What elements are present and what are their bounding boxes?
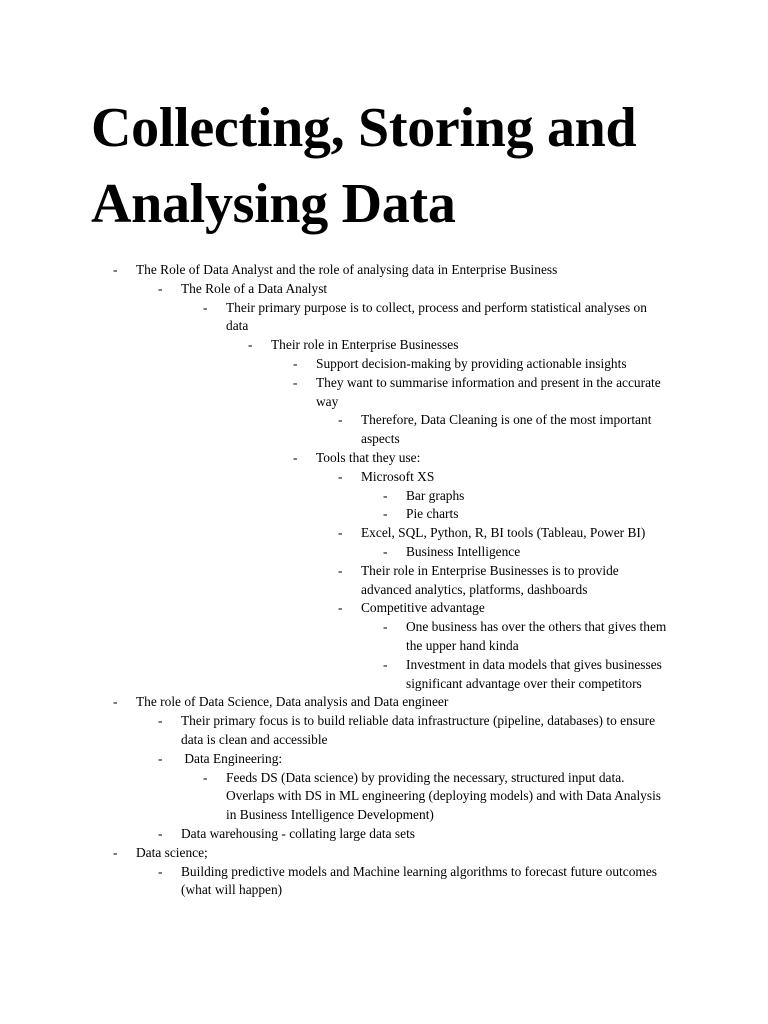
document-title-line-1: Collecting, Storing and: [91, 97, 637, 159]
list-item-text: [361, 524, 645, 543]
bullet-dash: -: [203, 299, 208, 315]
list-item-text: [316, 374, 661, 412]
list-item-line: Their primary purpose is to collect, process and perform statistical analyses on: [226, 299, 647, 315]
bullet-dash: -: [113, 694, 118, 710]
bullet-dash: -: [383, 543, 388, 559]
bullet-dash: -: [338, 525, 343, 541]
list-item-text: [406, 505, 458, 524]
list-item-text: [361, 562, 619, 600]
bullet-dash: -: [248, 337, 253, 353]
bullet-dash: -: [203, 769, 208, 785]
list-item-line: Their role in Enterprise Businesses: [271, 337, 459, 353]
list-item-line: Business Intelligence: [406, 543, 521, 559]
list-item-text: [361, 411, 651, 449]
list-item: [0, 374, 768, 412]
list-item: [0, 487, 768, 506]
list-item: [0, 336, 768, 355]
list-item-line: significant advantage over their competitors: [406, 675, 642, 691]
list-item-line: Bar graphs: [406, 487, 465, 503]
list-item: [0, 505, 768, 524]
bullet-dash: -: [293, 355, 298, 371]
bullet-dash: -: [338, 468, 343, 484]
list-item: [0, 468, 768, 487]
list-item: [0, 844, 768, 863]
outline-list: [0, 261, 768, 900]
list-item-line: in Business Intelligence Development): [226, 807, 434, 823]
list-item-text: [406, 656, 662, 694]
list-item-line: Data Engineering:: [181, 750, 283, 766]
list-item-text: [136, 693, 448, 712]
list-item-text: [226, 299, 647, 337]
list-item: [0, 693, 768, 712]
bullet-dash: -: [158, 863, 163, 879]
list-item: [0, 618, 768, 656]
bullet-dash: -: [158, 280, 163, 296]
list-item-text: [181, 863, 657, 901]
list-item-line: Overlaps with DS in ML engineering (deploying models) and with Data Analysis: [226, 788, 661, 804]
list-item: [0, 599, 768, 618]
list-item-line: the upper hand kinda: [406, 637, 519, 653]
list-item-text: [181, 750, 282, 769]
list-item: [0, 750, 768, 769]
list-item: [0, 524, 768, 543]
list-item: [0, 863, 768, 901]
list-item-text: [271, 336, 458, 355]
list-item: [0, 355, 768, 374]
list-item: [0, 449, 768, 468]
list-item-line: Their primary focus is to build reliable data infrastructure (pipeline, databases) to ensure: [181, 713, 656, 729]
list-item-line: way: [316, 393, 339, 409]
list-item-line: Building predictive models and Machine learning algorithms to forecast future outcomes: [181, 863, 657, 879]
list-item-text: [316, 449, 420, 468]
list-item-line: Therefore, Data Cleaning is one of the most important: [361, 412, 652, 428]
list-item-line: The Role of Data Analyst and the role of analysing data in Enterprise Business: [136, 262, 558, 277]
list-item-line: Competitive advantage: [361, 600, 485, 616]
list-item-line: Pie charts: [406, 506, 459, 522]
list-item-text: [406, 543, 520, 562]
list-item-line: Their role in Enterprise Businesses is to provide: [361, 562, 619, 578]
list-item-line: aspects: [361, 431, 400, 447]
list-item-text: [361, 599, 485, 618]
list-item-line: The role of Data Science, Data analysis and Data engineer: [136, 694, 449, 710]
list-item-line: data: [226, 318, 249, 334]
bullet-dash: -: [383, 619, 388, 635]
list-item-line: Microsoft XS: [361, 468, 435, 484]
list-item-line: Feeds DS (Data science) by providing the necessary, structured input data.: [226, 769, 625, 785]
list-item-text: [406, 618, 666, 656]
list-item-text: [181, 280, 327, 299]
list-item-text: [136, 261, 557, 280]
bullet-dash: -: [158, 750, 163, 766]
bullet-dash: -: [383, 487, 388, 503]
bullet-dash: -: [338, 412, 343, 428]
bullet-dash: -: [383, 656, 388, 672]
bullet-dash: -: [158, 825, 163, 841]
list-item-line: advanced analytics, platforms, dashboards: [361, 581, 588, 597]
list-item: [0, 280, 768, 299]
list-item-line: Data warehousing - collating large data sets: [181, 825, 416, 841]
list-item-line: One business has over the others that gives them: [406, 619, 667, 635]
list-item-text: [181, 712, 655, 750]
bullet-dash: -: [293, 374, 298, 390]
list-item: [0, 825, 768, 844]
bullet-dash: -: [293, 449, 298, 465]
list-item-text: [181, 825, 415, 844]
list-item: [0, 411, 768, 449]
bullet-dash: -: [158, 713, 163, 729]
list-item-text: [316, 355, 627, 374]
list-item-line: Tools that they use:: [316, 449, 421, 465]
bullet-dash: -: [338, 600, 343, 616]
list-item: [0, 769, 768, 825]
list-item-line: Excel, SQL, Python, R, BI tools (Tableau, Power BI): [361, 525, 646, 541]
list-item-line: (what will happen): [181, 882, 283, 898]
bullet-dash: -: [338, 562, 343, 578]
list-item-text: [361, 468, 434, 487]
bullet-dash: -: [383, 506, 388, 522]
list-item: [0, 712, 768, 750]
list-item-line: data is clean and accessible: [181, 731, 328, 747]
list-item-text: [406, 487, 464, 506]
bullet-dash: -: [113, 262, 118, 277]
list-item-text: [136, 844, 208, 863]
list-item-line: The Role of a Data Analyst: [181, 280, 328, 296]
list-item-line: Support decision-making by providing actionable insights: [316, 355, 627, 371]
document-title: [91, 90, 711, 242]
document-title-line-2: Analysing Data: [91, 173, 456, 235]
list-item: [0, 562, 768, 600]
list-item: [0, 299, 768, 337]
list-item: [0, 261, 768, 280]
list-item: [0, 656, 768, 694]
list-item-text: [226, 769, 661, 825]
list-item: [0, 543, 768, 562]
bullet-dash: -: [113, 844, 118, 860]
list-item-line: Investment in data models that gives businesses: [406, 656, 662, 672]
list-item-line: They want to summarise information and present in the accurate: [316, 374, 661, 390]
list-item-line: Data science;: [136, 844, 208, 860]
